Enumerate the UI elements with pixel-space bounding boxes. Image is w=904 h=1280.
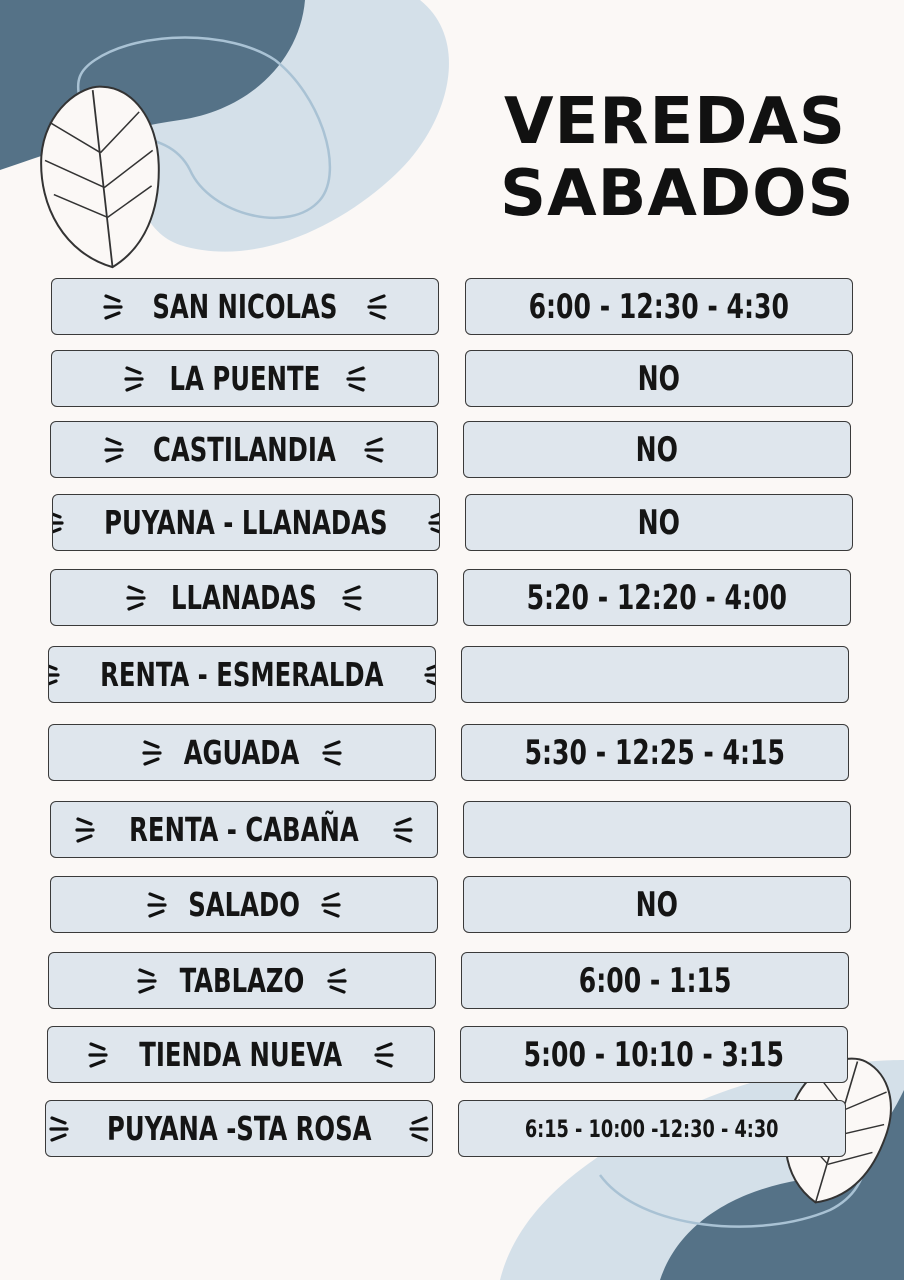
sparkle-burst-icon: [326, 964, 348, 998]
schedule-times: 5:30 - 12:25 - 4:15: [524, 732, 786, 773]
sparkle-burst-icon: [103, 433, 125, 467]
place-name: LA PUENTE: [169, 359, 321, 398]
place-name: LLANADAS: [171, 578, 317, 617]
schedule-times: 6:00 - 1:15: [578, 960, 732, 1001]
sparkle-burst-icon: [123, 362, 145, 396]
place-name: SALADO: [188, 885, 300, 924]
sparkle-burst-icon: [366, 290, 388, 324]
place-label-box: [45, 1100, 433, 1157]
place-label-box: [50, 801, 438, 858]
schedule-times: NO: [635, 429, 679, 470]
sparkle-burst-icon: [423, 658, 436, 692]
sparkle-burst-icon: [74, 813, 96, 847]
place-name: RENTA - ESMERALDA: [100, 655, 384, 694]
schedule-times-box: [465, 350, 853, 407]
schedule-times-box: [465, 494, 853, 551]
sparkle-burst-icon: [48, 658, 61, 692]
sparkle-burst-icon: [48, 1112, 70, 1146]
place-name: TIENDA NUEVA: [139, 1035, 343, 1074]
sparkle-burst-icon: [321, 736, 343, 770]
schedule-times: NO: [635, 884, 679, 925]
schedule-times: 6:15 - 10:00 -12:30 - 4:30: [525, 1114, 779, 1143]
place-name: TABLAZO: [179, 961, 305, 1000]
sparkle-burst-icon: [408, 1112, 430, 1146]
place-label-box: [50, 876, 438, 933]
sparkle-burst-icon: [320, 888, 342, 922]
sparkle-burst-icon: [87, 1038, 109, 1072]
place-name: SAN NICOLAS: [152, 287, 338, 326]
sparkle-burst-icon: [52, 506, 65, 540]
sparkle-burst-icon: [373, 1038, 395, 1072]
sparkle-burst-icon: [341, 581, 363, 615]
sparkle-burst-icon: [427, 506, 440, 540]
sparkle-burst-icon: [392, 813, 414, 847]
schedule-times-box: [463, 876, 851, 933]
place-label-box: [50, 569, 438, 626]
schedule-times: 6:00 - 12:30 - 4:30: [528, 286, 790, 327]
schedule-times-box: [463, 569, 851, 626]
schedule-times: NO: [637, 358, 681, 399]
place-label-box: [50, 421, 438, 478]
sparkle-burst-icon: [345, 362, 367, 396]
place-name: RENTA - CABAÑA: [129, 810, 359, 849]
place-label-box: [48, 952, 436, 1009]
place-label-box: [48, 646, 436, 703]
schedule-times-box: [461, 724, 849, 781]
sparkle-burst-icon: [363, 433, 385, 467]
schedule-times: 5:00 - 10:10 - 3:15: [523, 1034, 785, 1075]
schedule-times: 5:20 - 12:20 - 4:00: [526, 577, 788, 618]
schedule-times-box: [465, 278, 853, 335]
title-line-1: VEREDAS: [504, 85, 846, 159]
place-name: CASTILANDIA: [152, 430, 336, 469]
place-name: AGUADA: [184, 733, 300, 772]
place-name: PUYANA - LLANADAS: [104, 503, 388, 542]
title-line-2: SABADOS: [500, 157, 855, 231]
schedule-times-box: [463, 421, 851, 478]
page-title: [500, 85, 855, 231]
sparkle-burst-icon: [146, 888, 168, 922]
schedule-times-box: [461, 646, 849, 703]
sparkle-burst-icon: [136, 964, 158, 998]
place-label-box: [47, 1026, 435, 1083]
schedule-times-box: [463, 801, 851, 858]
schedule-times-box: [458, 1100, 846, 1157]
place-label-box: [48, 724, 436, 781]
schedule-times-box: [461, 952, 849, 1009]
place-label-box: [52, 494, 440, 551]
sparkle-burst-icon: [125, 581, 147, 615]
sparkle-burst-icon: [141, 736, 163, 770]
schedule-times-box: [460, 1026, 848, 1083]
schedule-times: NO: [637, 502, 681, 543]
place-label-box: [51, 350, 439, 407]
place-name: PUYANA -STA ROSA: [106, 1109, 372, 1148]
sparkle-burst-icon: [102, 290, 124, 324]
place-label-box: [51, 278, 439, 335]
